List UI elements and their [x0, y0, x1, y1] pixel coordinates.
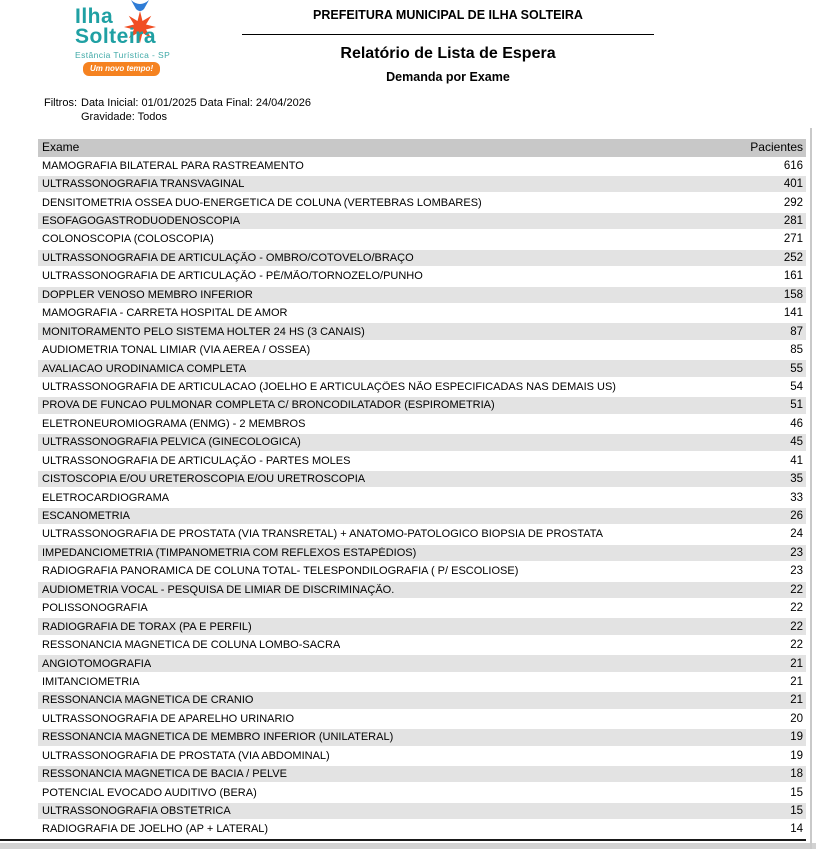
table-row — [38, 286, 806, 304]
patient-count: 616 — [783, 159, 803, 172]
exam-name: ULTRASSONOGRAFIA DE APARELHO URINARIO — [42, 712, 295, 725]
table-row — [38, 507, 806, 525]
patient-count: 26 — [790, 510, 803, 523]
table-row — [38, 691, 806, 709]
report-subtitle: Demanda por Exame — [386, 70, 510, 84]
exam-name: ULTRASSONOGRAFIA PELVICA (GINECOLOGICA) — [42, 436, 301, 449]
table-body — [38, 157, 806, 839]
patient-count: 19 — [790, 731, 803, 744]
table-row — [38, 396, 806, 414]
exam-name: DOPPLER VENOSO MEMBRO INFERIOR — [42, 288, 253, 301]
page-edge-strip — [0, 843, 816, 849]
patient-count: 15 — [790, 805, 803, 818]
filters-label: Filtros: — [44, 97, 77, 109]
patient-count: 22 — [790, 639, 803, 652]
table-row — [38, 359, 806, 377]
patient-count: 87 — [790, 325, 803, 338]
patient-count: 21 — [790, 675, 803, 688]
patient-count: 21 — [790, 694, 803, 707]
table-row — [38, 157, 806, 175]
exam-name: AVALIACAO URODINAMICA COMPLETA — [42, 362, 247, 375]
logo-subtitle: Estância Turística - SP — [75, 50, 171, 60]
table-row — [38, 581, 806, 599]
exam-name: AUDIOMETRIA TONAL LIMIAR (VIA AEREA / OSSEA) — [42, 344, 311, 357]
patient-count: 54 — [790, 380, 803, 393]
exam-name: MAMOGRAFIA - CARRETA HOSPITAL DE AMOR — [42, 307, 288, 320]
table-row — [38, 617, 806, 635]
report-header — [242, 8, 654, 84]
exam-name: ESCANOMETRIA — [42, 510, 131, 523]
patient-count: 23 — [790, 546, 803, 559]
exam-name: ULTRASSONOGRAFIA DE PROSTATA (VIA ABDOMINAL) — [42, 749, 330, 762]
table-row — [38, 193, 806, 211]
table-row — [38, 175, 806, 193]
exam-name: COLONOSCOPIA (COLOSCOPIA) — [42, 233, 214, 246]
exam-name: IMPEDANCIOMETRIA (TIMPANOMETRIA COM REFLEXOS ESTAPÉDIOS) — [42, 546, 417, 559]
patient-count: 281 — [783, 215, 803, 228]
exam-name: RADIOGRAFIA PANORAMICA DE COLUNA TOTAL- TELESPONDILOGRAFIA ( P/ ESCOLIOSE) — [42, 565, 519, 578]
exam-name: MONITORAMENTO PELO SISTEMA HOLTER 24 HS (3 CANAIS) — [42, 325, 365, 338]
filter-gravity: Gravidade: Todos — [81, 110, 168, 123]
patient-count: 252 — [783, 251, 803, 264]
patient-count: 22 — [790, 583, 803, 596]
logo-word-ilha: Ilha — [75, 5, 114, 28]
table-row — [38, 710, 806, 728]
patient-count: 161 — [783, 270, 803, 283]
page-right-edge — [810, 128, 812, 849]
table-row — [38, 654, 806, 672]
exam-name: ULTRASSONOGRAFIA DE ARTICULACAO (JOELHO E ARTICULAÇÕES NÃO ESPECIFICADAS NAS DEMAIS US) — [42, 380, 616, 393]
table-header-row — [38, 139, 806, 157]
table-row — [38, 599, 806, 617]
city-logo — [74, 2, 198, 78]
filters-block — [44, 97, 311, 124]
table-row — [38, 378, 806, 396]
patient-count: 35 — [790, 473, 803, 486]
patient-count: 14 — [790, 823, 803, 836]
exam-name: IMITANCIOMETRIA — [42, 675, 140, 688]
table-row — [38, 562, 806, 580]
header-divider — [242, 34, 654, 35]
exam-name: RESSONANCIA MAGNETICA DE BACIA / PELVE — [42, 768, 287, 781]
exam-name: RESSONANCIA MAGNETICA DE CRANIO — [42, 694, 254, 707]
exam-name: ANGIOTOMOGRAFIA — [42, 657, 152, 670]
logo-slogan-badge: Um novo tempo! — [83, 62, 160, 76]
table-row — [38, 765, 806, 783]
exam-demand-table — [38, 139, 806, 839]
patient-count: 51 — [790, 399, 803, 412]
exam-name: CISTOSCOPIA E/OU URETEROSCOPIA E/OU URETROSCOPIA — [42, 473, 366, 486]
table-row — [38, 747, 806, 765]
exam-name: RESSONANCIA MAGNETICA DE MEMBRO INFERIOR (UNILATERAL) — [42, 731, 394, 744]
table-row — [38, 525, 806, 543]
exam-name: ELETRONEUROMIOGRAMA (ENMG) - 2 MEMBROS — [42, 417, 306, 430]
exam-name: ULTRASSONOGRAFIA TRANSVAGINAL — [42, 178, 245, 191]
table-row — [38, 267, 806, 285]
patient-count: 21 — [790, 657, 803, 670]
patient-count: 45 — [790, 436, 803, 449]
patient-count: 401 — [783, 178, 803, 191]
table-row — [38, 802, 806, 820]
column-header-exame: Exame — [42, 140, 80, 155]
patient-count: 22 — [790, 602, 803, 615]
exam-name: ULTRASSONOGRAFIA DE ARTICULAÇÃO - PARTES MOLES — [42, 454, 351, 467]
exam-name: ULTRASSONOGRAFIA OBSTETRICA — [42, 805, 231, 818]
patient-count: 55 — [790, 362, 803, 375]
filter-dates: Data Inicial: 01/01/2025 Data Final: 24/04/2026 — [81, 97, 311, 109]
exam-name: DENSITOMETRIA OSSEA DUO-ENERGETICA DE COLUNA (VERTEBRAS LOMBARES) — [42, 196, 482, 209]
patient-count: 23 — [790, 565, 803, 578]
table-row — [38, 544, 806, 562]
exam-name: PROVA DE FUNCAO PULMONAR COMPLETA C/ BRONCODILATADOR (ESPIROMETRIA) — [42, 399, 495, 412]
table-row — [38, 783, 806, 801]
table-row — [38, 636, 806, 654]
patient-count: 41 — [790, 454, 803, 467]
patient-count: 18 — [790, 768, 803, 781]
table-row — [38, 728, 806, 746]
table-row — [38, 488, 806, 506]
exam-name: POLISSONOGRAFIA — [42, 602, 148, 615]
patient-count: 20 — [790, 712, 803, 725]
report-title: Relatório de Lista de Espera — [340, 45, 556, 62]
exam-name: ULTRASSONOGRAFIA DE ARTICULAÇÃO - OMBRO/COTOVELO/BRAÇO — [42, 251, 414, 264]
patient-count: 85 — [790, 344, 803, 357]
organization-title: PREFEITURA MUNICIPAL DE ILHA SOLTEIRA — [313, 8, 583, 22]
table-row — [38, 470, 806, 488]
table-row — [38, 304, 806, 322]
patient-count: 19 — [790, 749, 803, 762]
table-row — [38, 212, 806, 230]
table-row — [38, 230, 806, 248]
exam-name: ULTRASSONOGRAFIA DE ARTICULAÇÃO - PÉ/MÃO/TORNOZELO/PUNHO — [42, 270, 423, 283]
table-row — [38, 322, 806, 340]
exam-name: POTENCIAL EVOCADO AUDITIVO (BERA) — [42, 786, 257, 799]
exam-name: ELETROCARDIOGRAMA — [42, 491, 170, 504]
patient-count: 158 — [783, 288, 803, 301]
patient-count: 15 — [790, 786, 803, 799]
patient-count: 46 — [790, 417, 803, 430]
table-row — [38, 249, 806, 267]
patient-count: 292 — [783, 196, 803, 209]
table-row — [38, 673, 806, 691]
table-row — [38, 452, 806, 470]
patient-count: 141 — [783, 307, 803, 320]
table-row — [38, 433, 806, 451]
exam-name: MAMOGRAFIA BILATERAL PARA RASTREAMENTO — [42, 159, 304, 172]
exam-name: RESSONANCIA MAGNETICA DE COLUNA LOMBO-SACRA — [42, 639, 341, 652]
page-bottom-border — [0, 839, 806, 841]
exam-name: ESOFAGOGASTRODUODENOSCOPIA — [42, 215, 241, 228]
patient-count: 22 — [790, 620, 803, 633]
patient-count: 33 — [790, 491, 803, 504]
table-row — [38, 820, 806, 838]
exam-name: RADIOGRAFIA DE TORAX (PA E PERFIL) — [42, 620, 252, 633]
patient-count: 24 — [790, 528, 803, 541]
patient-count: 271 — [783, 233, 803, 246]
exam-name: RADIOGRAFIA DE JOELHO (AP + LATERAL) — [42, 823, 269, 836]
table-row — [38, 415, 806, 433]
column-header-pacientes: Pacientes — [750, 140, 803, 155]
logo-word-solteira: Solteira — [75, 25, 157, 48]
exam-name: AUDIOMETRIA VOCAL - PESQUISA DE LIMIAR DE DISCRIMINAÇÃO. — [42, 583, 395, 596]
exam-name: ULTRASSONOGRAFIA DE PROSTATA (VIA TRANSRETAL) + ANATOMO-PATOLOGICO BIOPSIA DE PROSTATA — [42, 528, 604, 541]
table-row — [38, 341, 806, 359]
